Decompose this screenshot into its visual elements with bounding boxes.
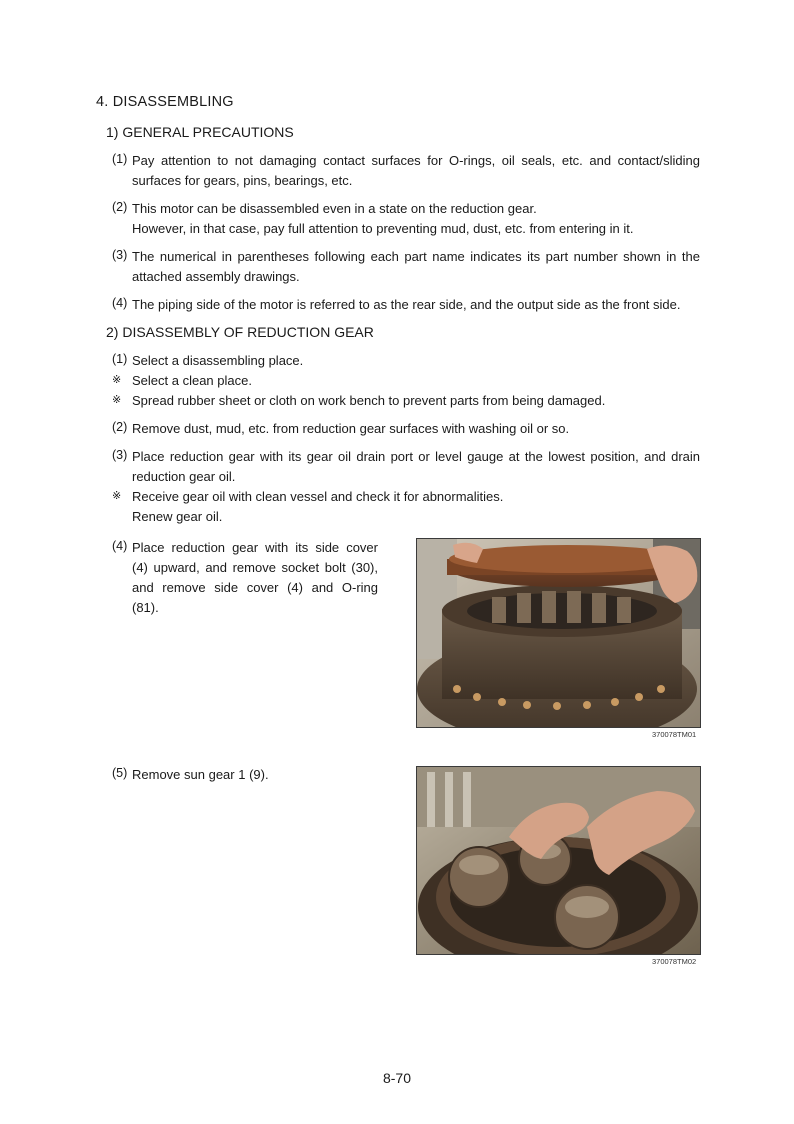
general-precautions-heading: 1) GENERAL PRECAUTIONS [106,124,294,140]
list-item [112,295,700,315]
item-text-line: The piping side of the motor is referred to as the rear side, and the output side as the front side. [132,297,681,312]
list-item [112,419,700,439]
list-item [112,765,378,785]
item-text-line: reduction gear oil. [132,469,236,484]
reference-mark-icon: ※ [112,490,122,502]
list-item [112,538,378,618]
item-text-line: However, in that case, pay full attention to preventing mud, dust, etc. from entering in it. [132,221,634,236]
item-text-line: Select a disassembling place. [132,353,304,368]
list-item [112,447,700,487]
item-text-line: This motor can be disassembled even in a state on the reduction gear. [132,201,537,216]
figure-caption: 370078TM01 [652,730,697,739]
item-number: (4) [112,539,128,553]
note-item [112,487,700,527]
item-text-line: Select a clean place. [132,373,252,388]
item-text-line: Remove sun gear 1 (9). [132,767,269,782]
item-number: (1) [112,352,128,366]
photo-illustration [417,767,700,954]
item-text-line: Receive gear oil with clean vessel and check it for abnormalities. [132,489,504,504]
page-number: 8-70 [382,1070,412,1086]
reference-mark-icon: ※ [112,394,122,406]
item-text-line: surfaces for gears, pins, bearings, etc. [132,173,353,188]
photo-illustration [417,539,700,727]
item-text-line: The numerical in parentheses following each part name indicates its part number shown in the [132,249,700,264]
item-text-line: Place reduction gear with its side cover [132,540,378,555]
item-text-line: Renew gear oil. [132,509,223,524]
item-number: (3) [112,448,128,462]
item-text-line: (81). [132,600,159,615]
item-number: (2) [112,420,128,434]
reference-mark-icon: ※ [112,374,122,386]
note-item [112,371,700,391]
side-cover-removal-photo [416,538,701,728]
item-text-line: attached assembly drawings. [132,269,300,284]
item-text-line: Spread rubber sheet or cloth on work bench to prevent parts from being damaged. [132,393,606,408]
item-number: (5) [112,766,128,780]
item-number: (1) [112,152,128,166]
note-item [112,391,700,411]
list-item [112,199,700,239]
list-item [112,247,700,287]
item-text-line: Pay attention to not damaging contact surfaces for O-rings, oil seals, etc. and contact/sliding [132,153,700,168]
item-number: (3) [112,248,128,262]
item-text-line: Remove dust, mud, etc. from reduction gear surfaces with washing oil or so. [132,421,570,436]
figure-caption: 370078TM02 [652,957,697,966]
reduction-gear-heading: 2) DISASSEMBLY OF REDUCTION GEAR [106,324,374,340]
sun-gear-removal-photo [416,766,701,955]
list-item [112,151,700,191]
list-item [112,351,700,371]
item-text-line: and remove side cover (4) and O-ring [132,580,378,595]
section-heading: 4. DISASSEMBLING [96,94,234,110]
item-text-line: Place reduction gear with its gear oil drain port or level gauge at the lowest position, and drain [132,449,700,464]
item-number: (4) [112,296,128,310]
item-number: (2) [112,200,128,214]
item-text-line: (4) upward, and remove socket bolt (30), [132,560,378,575]
